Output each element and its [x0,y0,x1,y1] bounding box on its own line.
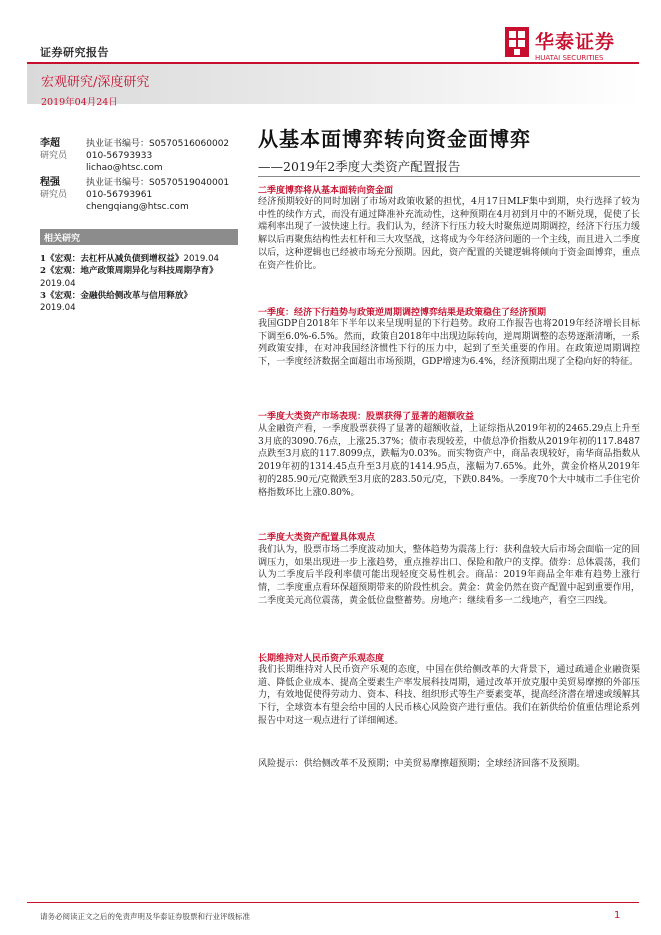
section-heading: 长期维持对人民币资产乐观态度 [258,654,385,664]
report-subtitle: ——2019年2季度大类资产配置报告 [258,159,461,174]
analyst-phone: 010-56793933 [86,151,153,161]
section-heading: 二季度博弈将从基本面转向资金面 [258,186,394,196]
analyst-email[interactable]: lichao@htsc.com [86,163,163,173]
related-item[interactable] [40,265,240,290]
analyst-role: 研究员 [40,190,68,200]
related-item-title: 1《宏观：去杠杆从减负债到增权益》 [40,254,184,264]
title-divider [258,176,640,177]
report-title: 从基本面博弈转向资金面博弈 [258,127,531,151]
section-body: 经济预期较好的同时加剧了市场对政策收紧的担忧，4月17日MLF集中到期，央行选择了较为中性的续作方式，而没有通过降准补充流动性，这种预期在4月初到月中的不断兑现，促使了长端利率出现了一波快速上行。我们认为，经济下行压力较大时聚焦逆周期调控，经济下行压力缓解以后再聚焦结构性去杠杆和三大攻坚战，这将成为今年经济问题的一个主线，而且进入二季度以后，这种逻辑也已经被市场充分预期。因此，资产配置的关键逻辑将倾向于资金面博弈，重点在资产性价比。 [258,197,640,271]
analyst-license: 执业证书编号：S0570519040001 [86,178,230,188]
huatai-logo [505,27,635,67]
header-rule [27,62,639,64]
related-item-title: 3《宏观：金融供给侧改革与信用释放》 [40,290,193,301]
risk-warning: 风险提示：供给侧改革不及预期；中美贸易摩擦超预期；全球经济回落不及预期。 [258,759,586,769]
analyst-phone: 010-56793961 [86,190,153,200]
related-research-list [40,253,240,314]
analyst-name: 李超 [40,138,60,149]
analyst-role: 研究员 [40,151,68,161]
section-body: 我们长期维持对人民币资产乐观的态度，中国在供给侧改革的大背景下，通过疏通企业融资渠道、降低企业成本、提高全要素生产率发展科技周期，通过改革开放克服中美贸易摩擦的外部压力，有效地促使得劳动力、资本、科技、组织形式等生产要素变革，提高经济潜在增速或缓解其下行，全球资本有望会给中国的人民币核心风险资产进行重估。我们在新供给价值重估理论系列报告中对这一观点进行了详细阐述。 [258,665,640,726]
analyst-license: 执业证书编号：S0570516060002 [86,139,230,149]
section-body: 我们认为，股票市场二季度波动加大，整体趋势为震荡上行：获利盘较大后市场会面临一定的回调压力，如果出现进一步上涨趋势，重点推荐出口、保险和散户的支撑。债券：总体震荡，我们认为二季度后半段利率债可能出现轻度交易性机会。商品：2019年商品全年难有趋势上涨行情，二季度重点看环保超预期带来的阶段性机会。黄金：黄金仍然在资产配置中起到重要作用，二季度美元高位震荡，黄金低位盘整蓄势。房地产：继续看多一二线地产，看空三四线。 [258,545,640,606]
related-item-date: 2019.04 [40,278,76,289]
section-heading: 一季度：经济下行趋势与政策逆周期调控博弈结果是政策稳住了经济预期 [258,308,547,318]
footer-rule [27,902,639,903]
report-date: 2019年04月24日 [41,97,118,108]
related-item-date: 2019.04 [40,303,76,314]
related-item-title: 2《宏观：地产政策周期异化与科技周期孕育》 [40,266,218,277]
report-type-label: 证券研究报告 [40,46,109,59]
report-category: 宏观研究/深度研究 [41,75,150,90]
analyst-email[interactable]: chengqiang@htsc.com [86,202,189,212]
related-research-header [40,229,238,245]
section-body: 从金融资产看，一季度股票获得了显著的超额收益，上证综指从2019年初的2465.29点上升至3月底的3090.76点，上涨25.37%；债市表现较差，中债总净价指数从2019年初的117.8487点跌至3月底的117.8099点，跌幅为0.03%。而实物资产中，商品表现较好，南华商品指数从2019年初的1314.45点升至3月底的1414.95点，涨幅为7.65%。此外，黄金价格从2019年初的285.90元/克微跌至3月底的283.50元/克，下跌0.84%。一季度70个大中城市二手住宅价格指数环比上涨0.80%。 [258,424,640,498]
related-item-date: 2019.04 [183,254,220,264]
page-number: 1 [614,910,621,921]
analyst-card [40,177,240,225]
section-heading: 二季度大类资产配置具体观点 [258,533,376,543]
category-band [27,62,639,108]
huatai-logo-icon [505,27,529,57]
section-body: 我国GDP自2018年下半年以来呈现明显的下行趋势。政府工作报告也将2019年经济增长目标下调至6.0%-6.5%。然而，政策自2018年中出现边际转向，逆周期调整的态势逐渐清晰，一系列政策安排，在对冲我国经济惯性下行的压力中，起到了至关重要的作用。在政策逆周期调控下，一季度经济数据全面超出市场预期，GDP增速为6.4%，经济预期出现了全稳向好的特征。 [258,319,640,368]
related-research-heading: 相关研究 [44,234,81,244]
logo-chinese-name: 华泰证券 [535,31,616,53]
analyst-name: 程强 [40,177,60,188]
section-heading: 一季度大类资产市场表现：股票获得了显著的超额收益 [258,412,475,422]
disclaimer-note[interactable]: 请务必阅读正文之后的免责声明及华泰证券股票和行业评级标准 [40,912,250,921]
related-item[interactable] [40,253,240,265]
related-item[interactable] [40,290,240,315]
logo-english-name: HUATAI SECURITIES [535,54,604,62]
